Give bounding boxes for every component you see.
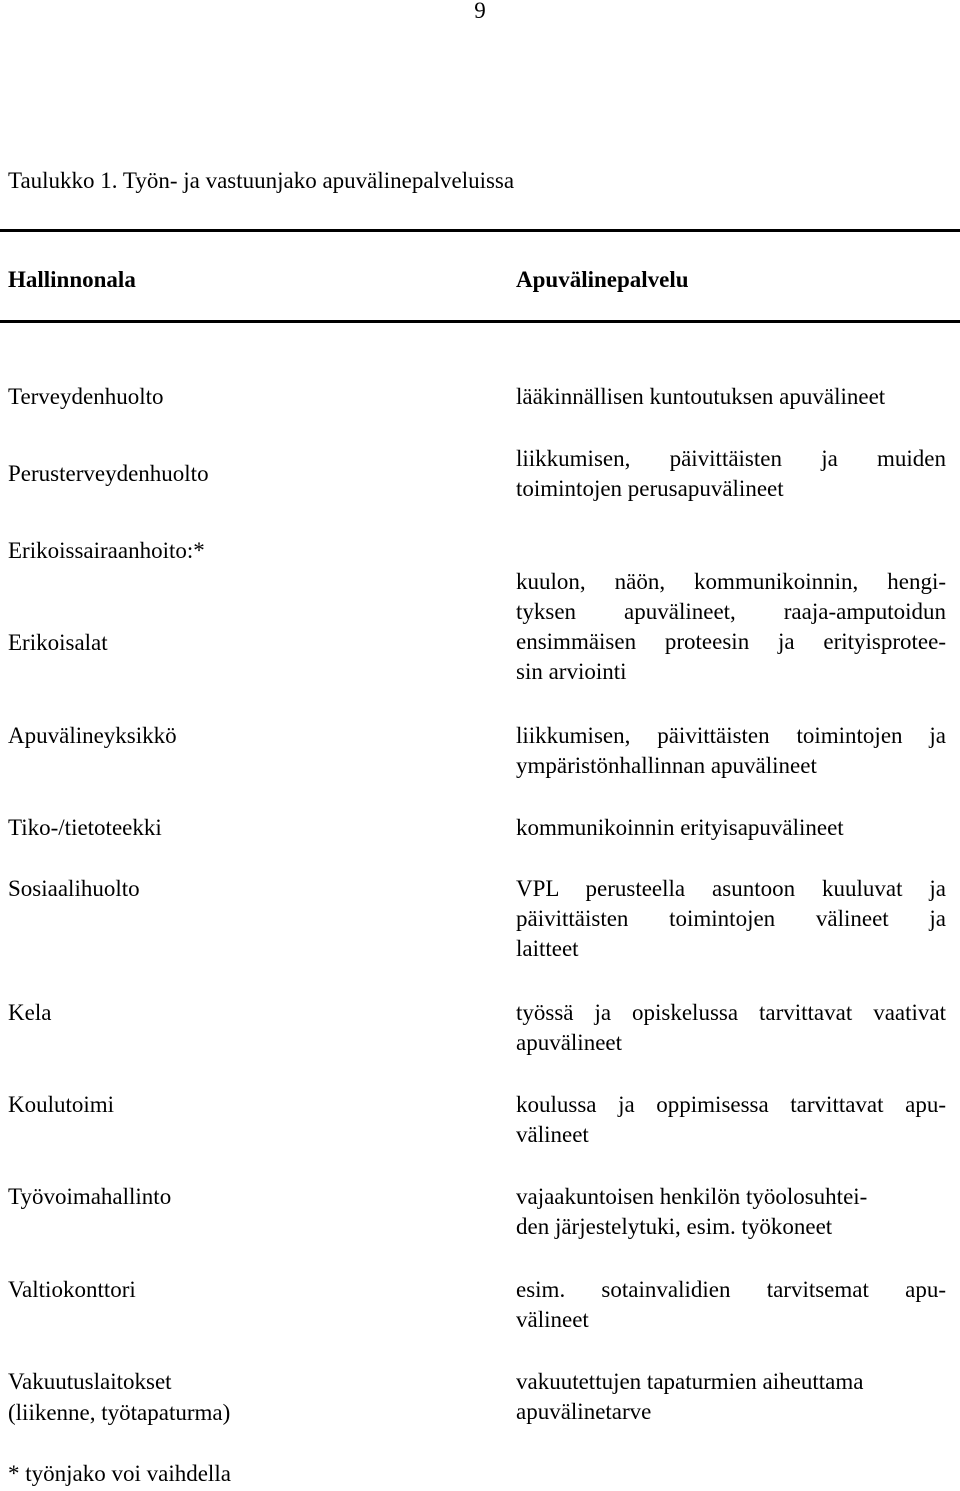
service-cell-11	[516, 1367, 946, 1427]
service-line: työssä ja opiskelussa tarvittavat vaativat	[516, 1000, 946, 1025]
sector-vakuutuslaitokset-note: (liikenne, työtapaturma)	[8, 1400, 231, 1425]
sector-sosiaalihuolto: Sosiaalihuolto	[8, 876, 140, 901]
sector-vakuutuslaitokset: Vakuutuslaitokset	[8, 1369, 172, 1394]
service-cell-7	[516, 998, 946, 1058]
sector-perusterveydenhuolto: Perusterveydenhuolto	[8, 461, 209, 486]
service-cell-1	[516, 382, 946, 412]
service-line: tyksen apuvälineet, raaja-amputoidun	[516, 599, 946, 624]
service-line: vajaakuntoisen henkilön työolosuhtei-	[516, 1184, 868, 1209]
sector-erikoisalat: Erikoisalat	[8, 630, 108, 655]
column-header-apuvalinepalvelu: Apuvälinepalvelu	[516, 267, 689, 292]
service-cell-6	[516, 874, 946, 964]
service-line: apuvälinetarve	[516, 1399, 652, 1424]
service-line: den järjestelytuki, esim. työkoneet	[516, 1214, 833, 1239]
service-cell-9	[516, 1182, 946, 1242]
footnote: * työnjako voi vaihdella	[8, 1461, 231, 1486]
service-line: kommunikoinnin erityisapuvälineet	[516, 815, 844, 840]
table-title: Taulukko 1. Työn- ja vastuunjako apuvälinepalveluissa	[8, 168, 515, 193]
service-line: päivittäisten toimintojen välineet ja	[516, 906, 946, 931]
sector-valtiokonttori: Valtiokonttori	[8, 1277, 136, 1302]
service-cell-8	[516, 1090, 946, 1150]
header-rule-top	[0, 229, 960, 232]
sector-terveydenhuolto: Terveydenhuolto	[8, 384, 164, 409]
sector-apuvalineyksikko: Apuvälineyksikkö	[8, 723, 177, 748]
sector-kela: Kela	[8, 1000, 52, 1025]
sector-erikoissairaanhoito: Erikoissairaanhoito:*	[8, 538, 205, 563]
service-line: liikkumisen, päivittäisten ja muiden	[516, 446, 946, 471]
service-line: vakuutettujen tapaturmien aiheuttama	[516, 1369, 864, 1394]
sector-koulutoimi: Koulutoimi	[8, 1092, 115, 1117]
service-line: VPL perusteella asuntoon kuuluvat ja	[516, 876, 946, 901]
service-line: välineet	[516, 1307, 589, 1332]
service-cell-2	[516, 444, 946, 504]
sector-tiko: Tiko-/tietoteekki	[8, 815, 162, 840]
service-line: laitteet	[516, 936, 579, 961]
service-cell-3	[516, 567, 946, 687]
page-number: 9	[474, 0, 486, 23]
column-header-hallinnonala: Hallinnonala	[8, 267, 136, 292]
sector-tyovoimahallinto: Työvoimahallinto	[8, 1184, 172, 1209]
service-line: välineet	[516, 1122, 589, 1147]
service-cell-10	[516, 1275, 946, 1335]
service-line: ympäristönhallinnan apuvälineet	[516, 753, 817, 778]
service-line: lääkinnällisen kuntoutuksen apuvälineet	[516, 384, 886, 409]
service-line: toimintojen perusapuvälineet	[516, 476, 784, 501]
service-line: kuulon, näön, kommunikoinnin, hengi-	[516, 569, 946, 594]
service-line: sin arviointi	[516, 659, 627, 684]
service-line: liikkumisen, päivittäisten toimintojen ja	[516, 723, 946, 748]
service-line: ensimmäisen proteesin ja erityisprotee-	[516, 629, 946, 654]
service-line: koulussa ja oppimisessa tarvittavat apu-	[516, 1092, 946, 1117]
service-line: esim. sotainvalidien tarvitsemat apu-	[516, 1277, 946, 1302]
service-line: apuvälineet	[516, 1030, 623, 1055]
header-rule-bottom	[0, 320, 960, 323]
service-cell-4	[516, 721, 946, 781]
service-cell-5	[516, 813, 946, 843]
